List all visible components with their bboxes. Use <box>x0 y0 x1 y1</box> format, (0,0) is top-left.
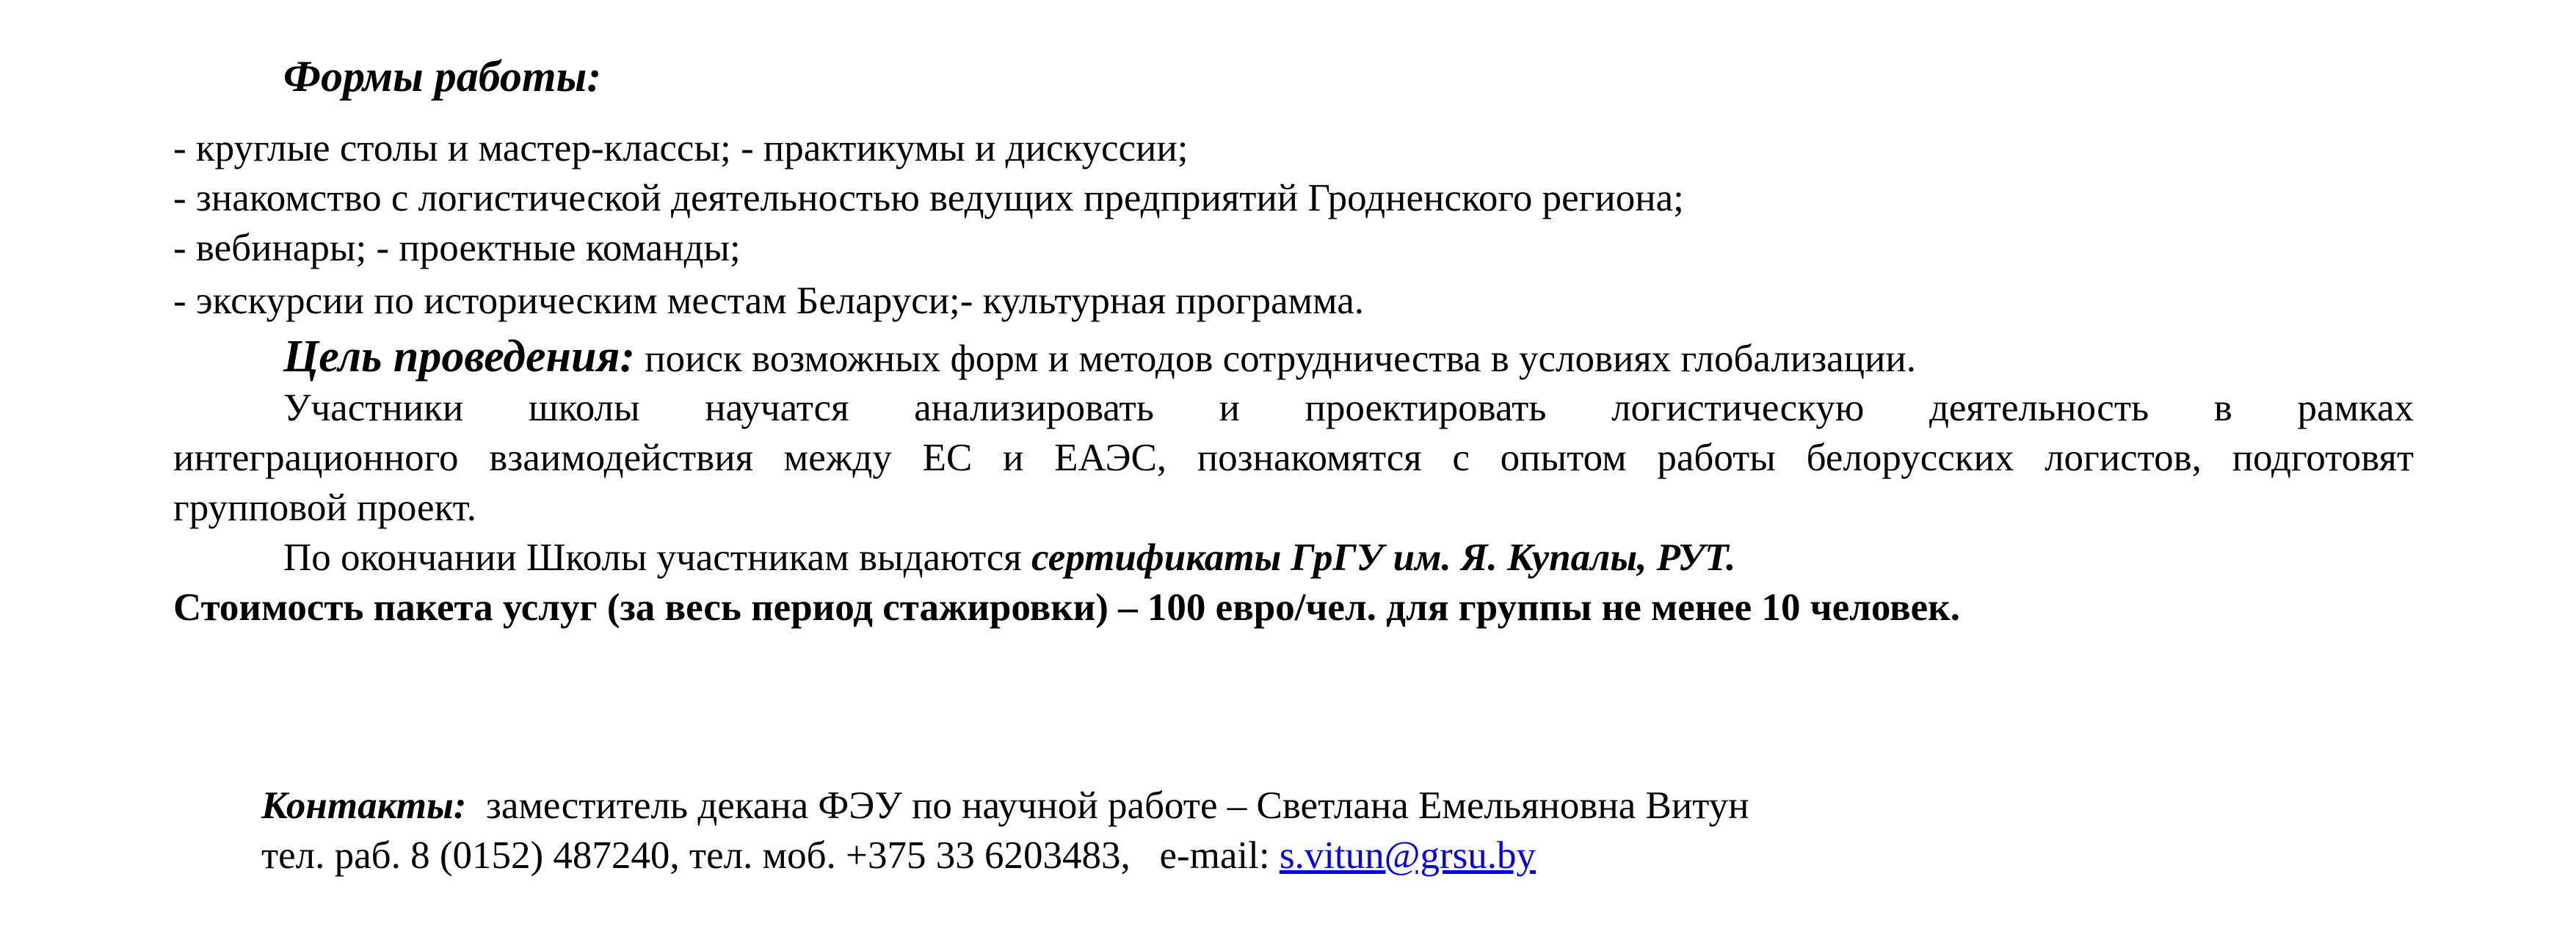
forms-item: - круглые столы и мастер-классы; - практикумы и дискуссии; <box>173 127 1189 169</box>
cost-statement: Стоимость пакета услуг (за весь период стажировки) – 100 евро/чел. для группы не менее 10 человек. <box>173 586 1960 629</box>
certificates-text: По окончании Школы участникам выдаются <box>283 536 1031 579</box>
goal-paragraph <box>283 332 1916 384</box>
certificates-paragraph <box>283 533 1735 583</box>
email-link[interactable]: s.vitun@grsu.by <box>1279 834 1536 877</box>
certificates-emphasis: сертификаты ГрГУ им. Я. Купалы, РУТ. <box>1031 536 1736 579</box>
contacts-paragraph <box>261 781 1749 831</box>
participants-line-1: Участники школы научатся анализировать и проектировать логистическую деятельность в рамках <box>283 387 2414 429</box>
contacts-phones-line <box>261 831 1536 881</box>
goal-text: поиск возможных форм и методов сотрудничества в условиях глобализации. <box>635 338 1917 380</box>
contacts-phones: тел. раб. 8 (0152) 487240, тел. моб. +375 33 6203483, e-mail: <box>261 834 1280 877</box>
goal-label: Цель проведения: <box>283 332 636 382</box>
contacts-person: заместитель декана ФЭУ по научной работе – Светлана Емельяновна Витун <box>466 784 1749 827</box>
participants-line-2: интеграционного взаимодействия между ЕС и ЕАЭС, познакомятся с опытом работы белорусских логистов, подготовят <box>173 437 2414 479</box>
contacts-label: Контакты: <box>261 784 467 827</box>
forms-item: - знакомство с логистической деятельностью ведущих предприятий Гродненского региона; <box>173 177 1684 219</box>
forms-item: - экскурсии по историческим местам Беларуси;- культурная программа. <box>173 280 1364 322</box>
participants-line-3: групповой проект. <box>173 486 477 529</box>
forms-heading: Формы работы: <box>283 52 602 101</box>
forms-item: - вебинары; - проектные команды; <box>173 227 741 269</box>
